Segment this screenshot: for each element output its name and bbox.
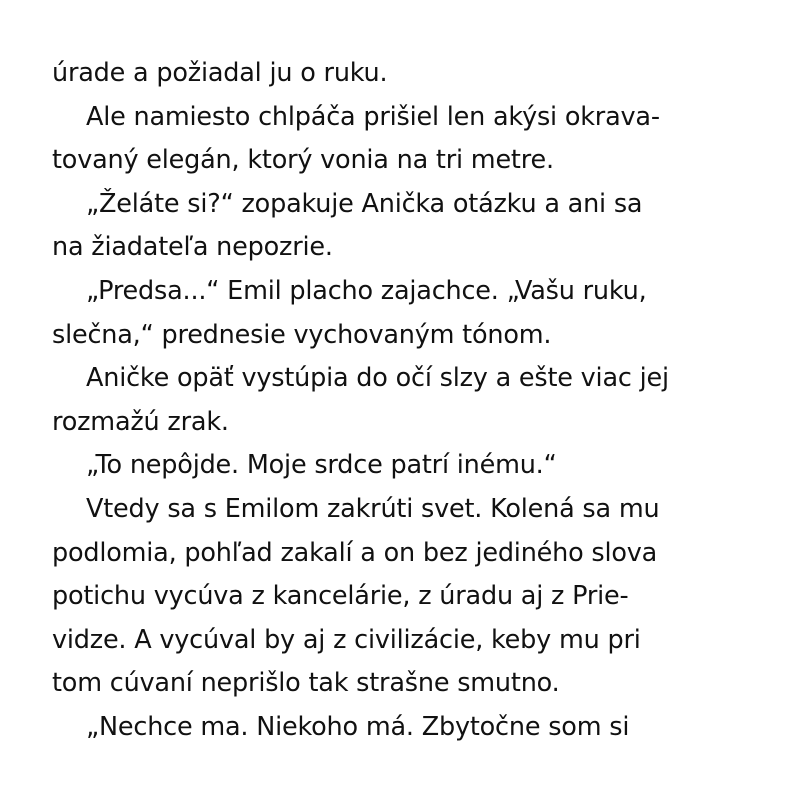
text-line: slečna,“ prednesie vychovaným tónom. (52, 319, 552, 350)
body-text (52, 52, 752, 750)
text-line: „Želáte si?“ zopakuje Anička otázku a ani sa (86, 188, 643, 219)
text-line: podlomia, pohľad zakalí a on bez jediného slova (52, 537, 658, 568)
text-line: tom cúvaní neprišlo tak strašne smutno. (52, 668, 560, 699)
text-line: potichu vycúva z kancelárie, z úradu aj z Prie- (52, 581, 629, 612)
text-line: tovaný elegán, ktorý vonia na tri metre. (52, 145, 554, 176)
text-line: „To nepôjde. Moje srdce patrí inému.“ (86, 450, 557, 481)
text-line: vidze. A vycúval by aj z civilizácie, keby mu pri (52, 624, 641, 655)
text-line: „Nechce ma. Niekoho má. Zbytočne som si (86, 711, 630, 742)
text-line: rozmažú zrak. (52, 406, 229, 437)
text-line: Ale namiesto chlpáča prišiel len akýsi okrava- (86, 101, 660, 132)
text-line: „Predsa...“ Emil placho zajachce. „Vašu ruku, (86, 275, 647, 306)
text-line: Aničke opäť vystúpia do očí slzy a ešte viac jej (86, 363, 669, 394)
text-line: na žiadateľa nepozrie. (52, 232, 333, 263)
text-line: úrade a požiadal ju o ruku. (52, 58, 388, 88)
text-line: Vtedy sa s Emilom zakrúti svet. Kolená sa mu (86, 493, 660, 524)
